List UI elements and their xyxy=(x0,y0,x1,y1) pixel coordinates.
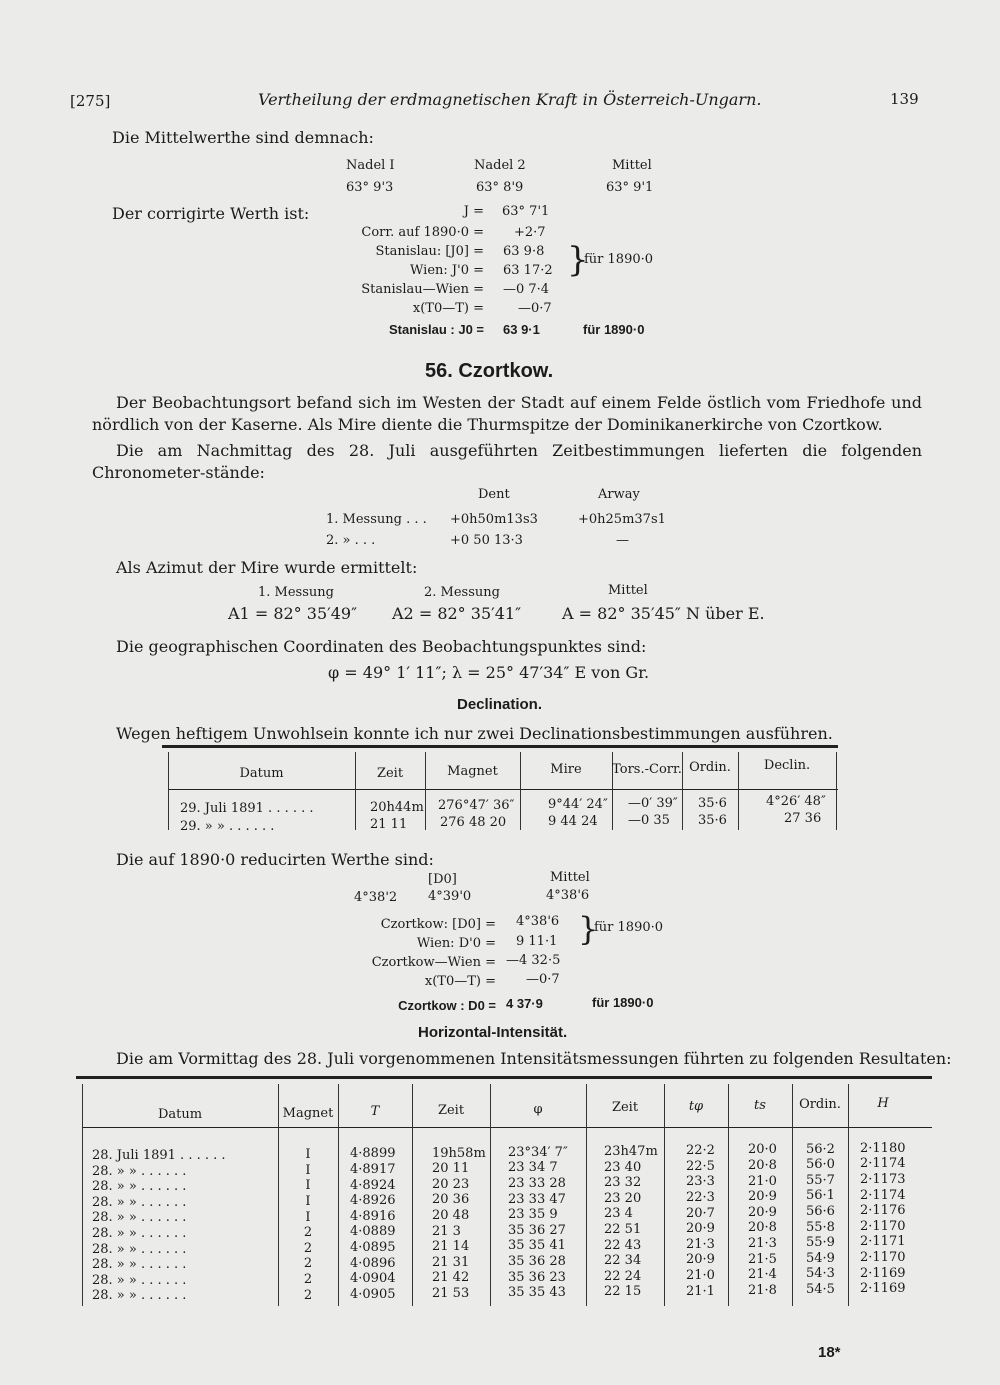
table-top-rule xyxy=(76,1076,932,1079)
table-cell: 4·0889 xyxy=(350,1224,396,1240)
th-t-s: ts xyxy=(754,1098,766,1113)
table-cell: 54·9 xyxy=(806,1250,835,1266)
table-cell: 21·8 xyxy=(748,1282,777,1298)
row-label: Wien: D'0 = xyxy=(416,936,496,951)
table-cell: 19h58m xyxy=(432,1145,486,1161)
table-cell: 21 53 xyxy=(432,1286,470,1301)
final-value: 4 37·9 xyxy=(506,996,543,1011)
col-dent: Dent xyxy=(478,487,510,502)
row-label: x(T0—T) = xyxy=(412,301,484,316)
declination-intro: Wegen heftigem Unwohlsein konnte ich nur zwei Declinationsbestimmungen ausführen. xyxy=(116,724,833,743)
table-cell: —0 35 xyxy=(628,813,670,828)
table-row: 28. » » . . . . . . xyxy=(92,1257,187,1273)
col-divider xyxy=(848,1084,849,1306)
signature-mark: 18* xyxy=(818,1344,841,1361)
table-cell: 23 20 xyxy=(604,1190,642,1206)
table-cell: 56·0 xyxy=(806,1157,835,1173)
table-cell: 54·5 xyxy=(806,1282,835,1297)
row-value: 63 9·8 xyxy=(503,244,545,259)
final-note: für 1890·0 xyxy=(583,322,645,337)
table-cell: 21·0 xyxy=(748,1173,777,1189)
col-divider xyxy=(490,1084,491,1306)
table-cell: 23h47m xyxy=(604,1144,658,1159)
th-zeit: Zeit xyxy=(376,766,404,781)
hi-intro: Die am Vormittag des 28. Juli vorgenommenen Intensitätsmessungen führten zu folgenden Resultaten: xyxy=(116,1049,952,1068)
row-value: —4 32·5 xyxy=(506,953,561,968)
table-cell: 2 xyxy=(303,1272,313,1287)
table-cell: 54·3 xyxy=(806,1266,835,1282)
col-divider xyxy=(355,752,356,830)
table-cell: I xyxy=(305,1162,311,1178)
val-nadel-1: 63° 9'3 xyxy=(346,180,394,195)
table-cell: 2·1169 xyxy=(860,1281,906,1297)
col-d0: [D0] xyxy=(428,872,457,887)
table-cell: 23 40 xyxy=(604,1159,642,1175)
col-messung-1: 1. Messung xyxy=(258,585,334,600)
final-label: Stanislau : J0 = xyxy=(388,322,484,337)
row-label: Corr. auf 1890·0 = xyxy=(361,225,484,240)
table-cell: 20·9 xyxy=(686,1221,715,1237)
paragraph-location: Der Beobachtungsort befand sich im Westen der Stadt auf einem Felde östlich vom Friedhofe und nördlich von der Kaserne. Als Mire diente die Thurmspitze der Dominikanerkirche von Czortkow. xyxy=(92,393,922,434)
table-row: 28. » » . . . . . . xyxy=(92,1210,187,1226)
final-value: 63 9·1 xyxy=(503,322,540,337)
table-cell: 21 42 xyxy=(432,1270,470,1286)
th-magnet: Magnet xyxy=(447,764,498,779)
table-cell: 4·8917 xyxy=(350,1162,396,1177)
section-title: 56. Czortkow. xyxy=(425,360,554,382)
means-intro: Die Mittelwerthe sind demnach: xyxy=(112,128,374,147)
col-azimut-mittel: Mittel xyxy=(608,583,648,598)
table-row: 28. » » . . . . . . xyxy=(92,1272,187,1288)
table-cell: 23 34 7 xyxy=(508,1160,558,1176)
table-cell: 23 33 28 xyxy=(508,1176,566,1191)
col-divider xyxy=(168,752,169,830)
table-cell: 20 11 xyxy=(432,1161,470,1177)
th-ordin: Ordin. xyxy=(689,760,731,775)
table-cell: 2·1173 xyxy=(860,1172,906,1187)
th-t: T xyxy=(370,1104,380,1119)
col-d-mittel: Mittel xyxy=(550,870,590,885)
table-cell: 55·9 xyxy=(806,1235,835,1251)
table-cell: 20·9 xyxy=(748,1204,777,1220)
table-cell: 2 xyxy=(303,1256,313,1272)
table-cell: I xyxy=(305,1194,311,1209)
table-cell: 4·0896 xyxy=(350,1255,396,1271)
reduced-intro: Die auf 1890·0 reducirten Werthe sind: xyxy=(116,850,434,869)
table-cell: 4·8899 xyxy=(350,1146,396,1162)
chrono-arway: +0h25m37s1 xyxy=(578,512,666,527)
row-value: —0·7 xyxy=(526,972,560,987)
table-cell: 20 48 xyxy=(432,1208,470,1223)
table-cell: 22·5 xyxy=(686,1158,715,1174)
declination-title: Declination. xyxy=(457,696,543,713)
col-mittel: Mittel xyxy=(612,158,652,173)
col-nadel-1: Nadel I xyxy=(346,158,395,173)
red-val: 4°38'2 xyxy=(354,890,398,905)
table-cell: 276°47′ 36″ xyxy=(438,798,515,813)
table-cell: 20h44m xyxy=(370,800,424,815)
brace-note: für 1890·0 xyxy=(584,252,654,267)
th-mire: Mire xyxy=(550,762,582,777)
table-row: 28. » » . . . . . . xyxy=(92,1241,187,1257)
table-cell: 21 3 xyxy=(432,1223,461,1239)
col-divider xyxy=(586,1084,587,1306)
th-datum: Datum xyxy=(157,1107,203,1122)
table-cell: 21·3 xyxy=(748,1236,777,1251)
table-cell: 56·1 xyxy=(806,1188,835,1204)
table-cell: 20·9 xyxy=(686,1252,715,1268)
table-cell: 22 51 xyxy=(604,1222,642,1237)
brace-icon: } xyxy=(578,910,599,948)
table-cell: 20 36 xyxy=(432,1192,470,1208)
red-val: 4°38'6 xyxy=(546,888,590,903)
chrono-row-label: 2. » . . . xyxy=(326,533,376,548)
azimut-a2: A2 = 82° 35′41″ xyxy=(392,604,522,623)
chrono-arway: — xyxy=(616,533,629,548)
table-cell: 22 43 xyxy=(604,1237,642,1253)
table-cell: 2·1176 xyxy=(860,1203,906,1219)
table-cell: 4°26′ 48″ xyxy=(766,794,826,809)
row-label: x(T0—T) = xyxy=(424,974,496,989)
table-cell: 4·0905 xyxy=(350,1286,396,1302)
col-arway: Arway xyxy=(598,487,640,502)
table-cell: 2·1174 xyxy=(860,1187,906,1203)
th-magnet: Magnet xyxy=(282,1106,334,1121)
table-row: 29. » » . . . . . . xyxy=(180,819,275,834)
row-label: Wien: J'0 = xyxy=(410,263,484,278)
table-cell: I xyxy=(305,1147,311,1163)
table-cell: 2 xyxy=(303,1287,313,1303)
table-row: 28. » » . . . . . . xyxy=(92,1226,187,1241)
table-cell: —0′ 39″ xyxy=(628,796,678,811)
table-cell: 21 31 xyxy=(432,1254,470,1270)
table-cell: 2 xyxy=(303,1225,313,1241)
row-value: 63° 7'1 xyxy=(502,204,550,219)
table-row: 28. » » . . . . . . xyxy=(92,1179,187,1195)
table-cell: 22 24 xyxy=(604,1268,642,1284)
table-cell: 20·7 xyxy=(686,1205,715,1221)
th-datum: Datum xyxy=(239,766,284,781)
table-cell: 27 36 xyxy=(784,811,822,826)
table-cell: I xyxy=(305,1209,311,1225)
th-ordin: Ordin. xyxy=(799,1097,841,1112)
table-cell: 55·7 xyxy=(806,1172,835,1188)
table-cell: 35 36 23 xyxy=(508,1269,566,1285)
row-value: 4°38'6 xyxy=(516,914,560,929)
table-cell: 35 35 43 xyxy=(508,1285,566,1301)
running-title: Vertheilung der erdmagnetischen Kraft in Österreich-Ungarn. xyxy=(258,90,762,109)
th-zeit-2: Zeit xyxy=(611,1100,639,1115)
row-value: +2·7 xyxy=(514,225,546,240)
row-label: Czortkow: [D0] = xyxy=(380,917,496,932)
table-cell: 21 11 xyxy=(370,817,408,832)
table-cell: 4·8926 xyxy=(350,1193,396,1209)
th-zeit: Zeit xyxy=(437,1103,465,1118)
final-label: Czortkow : D0 = xyxy=(398,998,496,1013)
table-cell: 35·6 xyxy=(698,796,727,811)
table-cell: 2·1171 xyxy=(860,1234,906,1250)
table-header-rule xyxy=(82,1127,932,1128)
coords-value: φ = 49° 1′ 11″; λ = 25° 47′34″ E von Gr. xyxy=(328,663,650,682)
table-cell: 22 15 xyxy=(604,1284,642,1300)
row-label: J = xyxy=(463,204,484,219)
chrono-row-label: 1. Messung . . . xyxy=(326,512,427,527)
azimut-intro: Als Azimut der Mire wurde ermittelt: xyxy=(116,558,418,577)
table-cell: 22·2 xyxy=(686,1143,715,1159)
table-cell: 276 48 20 xyxy=(440,815,507,830)
table-row: 28. » » . . . . . . xyxy=(92,1288,187,1304)
table-cell: 20·8 xyxy=(748,1158,777,1173)
final-note: für 1890·0 xyxy=(592,995,654,1010)
table-cell: 20·0 xyxy=(748,1142,777,1158)
table-row: 28. » » . . . . . . xyxy=(92,1194,187,1210)
table-top-rule xyxy=(162,745,838,748)
row-value: —0·7 xyxy=(518,301,552,316)
th-declin: Declin. xyxy=(763,758,811,773)
table-row: 28. » » . . . . . . xyxy=(92,1163,187,1179)
table-cell: 35 35 41 xyxy=(508,1238,566,1254)
th-phi: φ xyxy=(533,1102,543,1117)
azimut-mean: A = 82° 35′45″ N über E. xyxy=(562,604,765,623)
table-cell: 2·1180 xyxy=(860,1140,906,1156)
row-label: Stanislau—Wien = xyxy=(361,282,484,297)
table-cell: 4·0904 xyxy=(350,1271,396,1287)
table-cell: 2·1170 xyxy=(860,1250,906,1265)
val-mittel: 63° 9'1 xyxy=(606,180,654,195)
table-cell: 56·2 xyxy=(806,1141,835,1157)
table-cell: 21 14 xyxy=(432,1239,470,1255)
chrono-dent: +0h50m13s3 xyxy=(450,512,538,527)
coords-intro: Die geographischen Coordinaten des Beobachtungspunktes sind: xyxy=(116,637,647,656)
val-nadel-2: 63° 8'9 xyxy=(476,180,524,195)
th-h: H xyxy=(877,1096,889,1111)
chrono-dent: +0 50 13·3 xyxy=(450,533,523,548)
table-cell: 35·6 xyxy=(698,813,727,828)
table-cell: 35 36 28 xyxy=(508,1254,566,1269)
page-bracket-number: [275] xyxy=(70,92,111,110)
table-cell: 55·8 xyxy=(806,1219,835,1235)
col-divider xyxy=(836,752,837,830)
corrected-label: Der corrigirte Werth ist: xyxy=(112,204,310,223)
table-cell: 2·1169 xyxy=(860,1265,906,1281)
th-tors-corr: Tors.-Corr. xyxy=(612,762,682,777)
table-cell: 23°34′ 7″ xyxy=(508,1144,568,1160)
table-cell: 23 4 xyxy=(604,1206,633,1222)
table-cell: 56·6 xyxy=(806,1204,835,1219)
table-cell: 9°44′ 24″ xyxy=(548,797,608,812)
row-label: Czortkow—Wien = xyxy=(371,955,496,970)
azimut-a1: A1 = 82° 35′49″ xyxy=(228,604,358,623)
col-divider xyxy=(664,1084,665,1306)
table-cell: 2·1174 xyxy=(860,1156,906,1172)
table-cell: 4·8916 xyxy=(350,1208,396,1224)
table-cell: 20·9 xyxy=(748,1189,777,1205)
col-nadel-2: Nadel 2 xyxy=(474,158,526,173)
table-cell: 4·0895 xyxy=(350,1240,396,1255)
table-row: 28. Juli 1891 . . . . . . xyxy=(92,1148,226,1163)
table-cell: 21·3 xyxy=(686,1236,715,1252)
red-val: 4°39'0 xyxy=(428,889,472,904)
table-cell: 2·1170 xyxy=(860,1218,906,1234)
table-cell: 22·3 xyxy=(686,1190,715,1205)
col-divider xyxy=(792,1084,793,1306)
table-cell: 4·8924 xyxy=(350,1177,396,1193)
table-cell: 20·8 xyxy=(748,1220,777,1236)
table-cell: 21·0 xyxy=(686,1268,715,1283)
table-cell: 22 34 xyxy=(604,1253,642,1269)
hi-title: Horizontal-Intensität. xyxy=(418,1024,568,1041)
table-cell: 23·3 xyxy=(686,1174,715,1190)
paragraph-chrono: Die am Nachmittag des 28. Juli ausgeführten Zeitbestimmungen lieferten die folgenden Chronometer-stände: xyxy=(92,441,922,482)
table-cell: 2 xyxy=(303,1240,313,1256)
table-cell: 23 33 47 xyxy=(508,1191,566,1207)
table-cell: 21·4 xyxy=(748,1267,777,1283)
table-cell: 21·1 xyxy=(686,1283,715,1299)
row-value: —0 7·4 xyxy=(503,282,550,297)
brace-note: für 1890·0 xyxy=(594,920,664,935)
table-cell: 21·5 xyxy=(748,1251,777,1267)
col-messung-2: 2. Messung xyxy=(424,585,500,600)
row-label: Stanislau: [J0] = xyxy=(375,244,484,259)
col-divider xyxy=(728,1084,729,1306)
table-cell: I xyxy=(305,1178,311,1194)
table-cell: 9 44 24 xyxy=(548,814,598,829)
row-value: 9 11·1 xyxy=(516,934,558,949)
table-cell: 23 35 9 xyxy=(508,1207,558,1223)
row-value: 63 17·2 xyxy=(503,263,553,278)
brace-icon: } xyxy=(567,240,589,280)
table-cell: 35 36 27 xyxy=(508,1222,566,1238)
page-number: 139 xyxy=(890,90,919,108)
table-cell: 23 32 xyxy=(604,1175,642,1191)
th-t-phi: tφ xyxy=(688,1099,704,1114)
table-row: 29. Juli 1891 . . . . . . xyxy=(180,801,314,816)
table-cell: 20 23 xyxy=(432,1176,470,1192)
